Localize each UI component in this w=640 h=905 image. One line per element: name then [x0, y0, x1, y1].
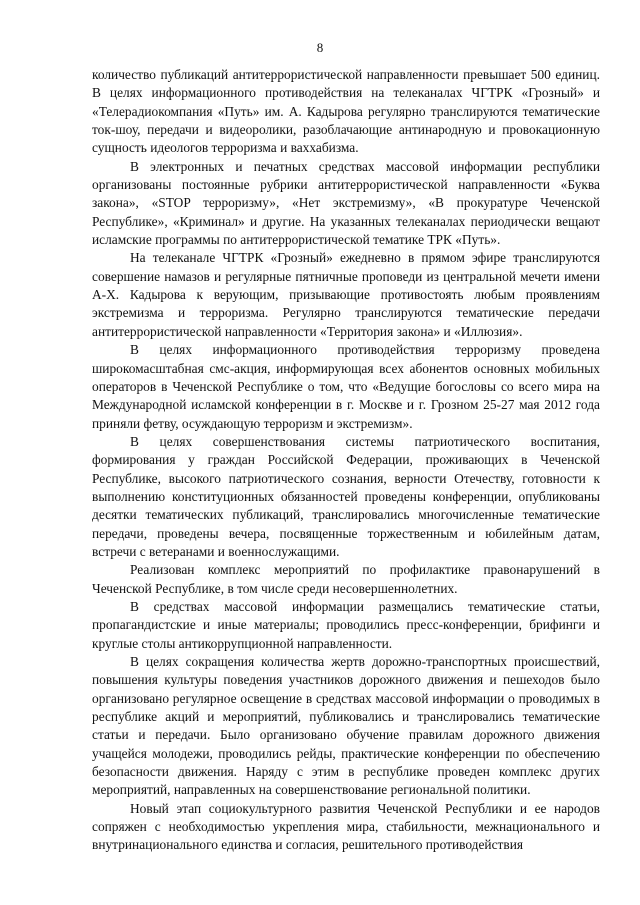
body-text: [92, 66, 600, 855]
paragraph: В средствах массовой информации размещались тематические статьи, пропагандистские и иные материалы; проводились пресс-конференции, брифинги и круглые столы антикоррупционной направленности.: [92, 598, 600, 651]
paragraph: Реализован комплекс мероприятий по профилактике правонарушений в Чеченской Республике, в том числе среди несовершеннолетних.: [92, 562, 600, 596]
paragraph: количество публикаций антитеррористической направленности превышает 500 единиц. В целях информационного противодействия на телеканалах ЧГТРК «Грозный» и «Телерадиокомпания «Путь» им. А. Кадырова регулярно транслируются тематические ток-шоу, передачи и видеоролики, разоблачающие антинародную и провокационную сущность идеологов терроризма и ваххабизма.: [92, 67, 600, 156]
paragraph: На телеканале ЧГТРК «Грозный» ежедневно в прямом эфире транслируются совершение намазов и регулярные пятничные проповеди из центральной мечети имени А-Х. Кадырова к верующим, призывающие противостоять любым проявлениям экстремизма и терроризма. Регулярно транслируются тематические передачи антитеррористической направленности «Территория закона» и «Иллюзия».: [92, 250, 600, 339]
paragraph: В целях сокращения количества жертв дорожно-транспортных происшествий, повышения культуры поведения участников дорожного движения и пешеходов было организовано регулярное освещение в средствах массовой информации о проводимых в республике акций и мероприятий, публиковались и транслировались тематические статьи и передачи. Было организовано обучение правилам дорожного движения учащейся молодежи, проводились рейды, практические конференции по обеспечению безопасности движения. Наряду с этим в республике проведен комплекс других мероприятий, направленных на совершенствование региональной политики.: [92, 654, 600, 798]
paragraph: Новый этап социокультурного развития Чеченской Республики и ее народов сопряжен с необходимостью укрепления мира, стабильности, межнационального и внутринационального единства и согласия, решительного противодействия: [92, 800, 600, 853]
page-number: 8: [316, 40, 324, 55]
paragraph: В электронных и печатных средствах массовой информации республики организованы постоянные рубрики антитеррористической направленности «Буква закона», «STOP терроризму», «Нет экстремизму», «В прокуратуре Чеченской Республике», «Криминал» и другие. На указанных телеканалах периодически вещают исламские программы по антитеррористической тематике ТРК «Путь».: [92, 158, 600, 248]
paragraph: В целях информационного противодействия терроризму проведена широкомасштабная смс-акция, информирующая всех абонентов основных мобильных операторов в Чеченской Республике о том, что «Ведущие богословы со всего мира на Международной исламской конференции в г. Москве и г. Грозном 25-27 мая 2012 года приняли фетву, осуждающую терроризм и экстремизм».: [92, 342, 600, 431]
paragraph: В целях совершенствования системы патриотического воспитания, формирования у граждан Российской Федерации, проживающих в Чеченской Республике, высокого патриотического сознания, верности Отечеству, готовности к выполнению конституционных обязанностей проведены конференции, опубликованы десятки тематических публикаций, транслировались многочисленные тематические передачи, проведены вечера, посвященные торжественным и юбилейным датам, встречи с ветеранами и военнослужащими.: [92, 433, 600, 559]
